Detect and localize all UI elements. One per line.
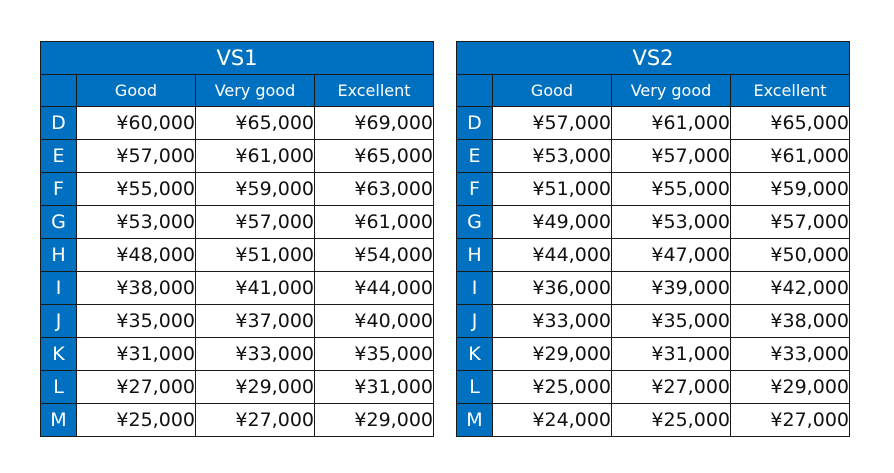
price-cell: ¥25,000 bbox=[493, 371, 612, 404]
table-row bbox=[457, 206, 850, 239]
price-cell: ¥33,000 bbox=[196, 338, 315, 371]
price-cell: ¥35,000 bbox=[77, 305, 196, 338]
grade-label: J bbox=[457, 305, 493, 338]
price-cell: ¥29,000 bbox=[731, 371, 850, 404]
price-cell: ¥48,000 bbox=[77, 239, 196, 272]
price-cell: ¥69,000 bbox=[315, 107, 434, 140]
price-cell: ¥53,000 bbox=[612, 206, 731, 239]
price-cell: ¥53,000 bbox=[493, 140, 612, 173]
price-cell: ¥47,000 bbox=[612, 239, 731, 272]
table-row bbox=[457, 338, 850, 371]
table-title: VS1 bbox=[41, 42, 434, 75]
grade-label: F bbox=[457, 173, 493, 206]
price-cell: ¥54,000 bbox=[315, 239, 434, 272]
grade-label: E bbox=[457, 140, 493, 173]
table-title: VS2 bbox=[457, 42, 850, 75]
header-row bbox=[41, 75, 434, 107]
price-table-vs2 bbox=[456, 41, 850, 437]
grade-label: D bbox=[41, 107, 77, 140]
price-cell: ¥29,000 bbox=[493, 338, 612, 371]
price-cell: ¥59,000 bbox=[196, 173, 315, 206]
price-cell: ¥25,000 bbox=[77, 404, 196, 437]
price-cell: ¥29,000 bbox=[196, 371, 315, 404]
table-row bbox=[41, 239, 434, 272]
price-cell: ¥29,000 bbox=[315, 404, 434, 437]
grade-label: K bbox=[457, 338, 493, 371]
title-row bbox=[41, 42, 434, 75]
price-cell: ¥31,000 bbox=[612, 338, 731, 371]
table-row bbox=[41, 206, 434, 239]
grade-label: G bbox=[41, 206, 77, 239]
price-cell: ¥63,000 bbox=[315, 173, 434, 206]
grade-label: M bbox=[41, 404, 77, 437]
price-cell: ¥65,000 bbox=[731, 107, 850, 140]
table-row bbox=[457, 404, 850, 437]
price-cell: ¥55,000 bbox=[612, 173, 731, 206]
table-body bbox=[41, 42, 434, 437]
price-cell: ¥41,000 bbox=[196, 272, 315, 305]
grade-label: L bbox=[41, 371, 77, 404]
price-cell: ¥27,000 bbox=[731, 404, 850, 437]
price-cell: ¥27,000 bbox=[77, 371, 196, 404]
price-cell: ¥44,000 bbox=[315, 272, 434, 305]
price-cell: ¥61,000 bbox=[196, 140, 315, 173]
table-row bbox=[457, 173, 850, 206]
table-row bbox=[41, 305, 434, 338]
table-row bbox=[457, 272, 850, 305]
grade-label: D bbox=[457, 107, 493, 140]
column-header: Good bbox=[77, 75, 196, 107]
price-cell: ¥36,000 bbox=[493, 272, 612, 305]
price-table-vs1 bbox=[40, 41, 434, 437]
price-cell: ¥61,000 bbox=[731, 140, 850, 173]
price-cell: ¥31,000 bbox=[315, 371, 434, 404]
price-cell: ¥38,000 bbox=[77, 272, 196, 305]
header-row bbox=[457, 75, 850, 107]
price-cell: ¥27,000 bbox=[612, 371, 731, 404]
price-cell: ¥57,000 bbox=[612, 140, 731, 173]
column-header: Very good bbox=[196, 75, 315, 107]
price-cell: ¥50,000 bbox=[731, 239, 850, 272]
table-row bbox=[457, 371, 850, 404]
price-cell: ¥57,000 bbox=[196, 206, 315, 239]
grade-label: L bbox=[457, 371, 493, 404]
price-cell: ¥55,000 bbox=[77, 173, 196, 206]
price-cell: ¥33,000 bbox=[493, 305, 612, 338]
price-cell: ¥49,000 bbox=[493, 206, 612, 239]
table-row bbox=[41, 173, 434, 206]
price-cell: ¥44,000 bbox=[493, 239, 612, 272]
table-row bbox=[457, 107, 850, 140]
price-cell: ¥35,000 bbox=[315, 338, 434, 371]
grade-label: H bbox=[41, 239, 77, 272]
column-header: Excellent bbox=[315, 75, 434, 107]
price-cell: ¥59,000 bbox=[731, 173, 850, 206]
price-cell: ¥51,000 bbox=[196, 239, 315, 272]
grade-label: I bbox=[457, 272, 493, 305]
price-cell: ¥33,000 bbox=[731, 338, 850, 371]
table-body bbox=[457, 42, 850, 437]
price-cell: ¥42,000 bbox=[731, 272, 850, 305]
price-cell: ¥61,000 bbox=[612, 107, 731, 140]
column-header: Excellent bbox=[731, 75, 850, 107]
price-cell: ¥61,000 bbox=[315, 206, 434, 239]
price-cell: ¥38,000 bbox=[731, 305, 850, 338]
table-row bbox=[41, 404, 434, 437]
price-cell: ¥31,000 bbox=[77, 338, 196, 371]
grade-label: E bbox=[41, 140, 77, 173]
price-cell: ¥39,000 bbox=[612, 272, 731, 305]
grade-label: G bbox=[457, 206, 493, 239]
grade-label: H bbox=[457, 239, 493, 272]
table-row bbox=[41, 371, 434, 404]
column-header: Good bbox=[493, 75, 612, 107]
table-row bbox=[457, 239, 850, 272]
grade-label: M bbox=[457, 404, 493, 437]
grade-label: K bbox=[41, 338, 77, 371]
price-cell: ¥37,000 bbox=[196, 305, 315, 338]
price-cell: ¥65,000 bbox=[196, 107, 315, 140]
price-cell: ¥25,000 bbox=[612, 404, 731, 437]
corner-cell bbox=[41, 75, 77, 107]
table-row bbox=[41, 338, 434, 371]
table-row bbox=[457, 140, 850, 173]
price-cell: ¥57,000 bbox=[731, 206, 850, 239]
price-cell: ¥51,000 bbox=[493, 173, 612, 206]
price-cell: ¥40,000 bbox=[315, 305, 434, 338]
price-cell: ¥60,000 bbox=[77, 107, 196, 140]
table-row bbox=[41, 140, 434, 173]
price-cell: ¥35,000 bbox=[612, 305, 731, 338]
grade-label: I bbox=[41, 272, 77, 305]
table-row bbox=[41, 107, 434, 140]
price-cell: ¥24,000 bbox=[493, 404, 612, 437]
corner-cell bbox=[457, 75, 493, 107]
table-row bbox=[457, 305, 850, 338]
price-cell: ¥53,000 bbox=[77, 206, 196, 239]
grade-label: J bbox=[41, 305, 77, 338]
table-row bbox=[41, 272, 434, 305]
column-header: Very good bbox=[612, 75, 731, 107]
price-cell: ¥65,000 bbox=[315, 140, 434, 173]
title-row bbox=[457, 42, 850, 75]
price-cell: ¥27,000 bbox=[196, 404, 315, 437]
price-cell: ¥57,000 bbox=[493, 107, 612, 140]
grade-label: F bbox=[41, 173, 77, 206]
price-cell: ¥57,000 bbox=[77, 140, 196, 173]
